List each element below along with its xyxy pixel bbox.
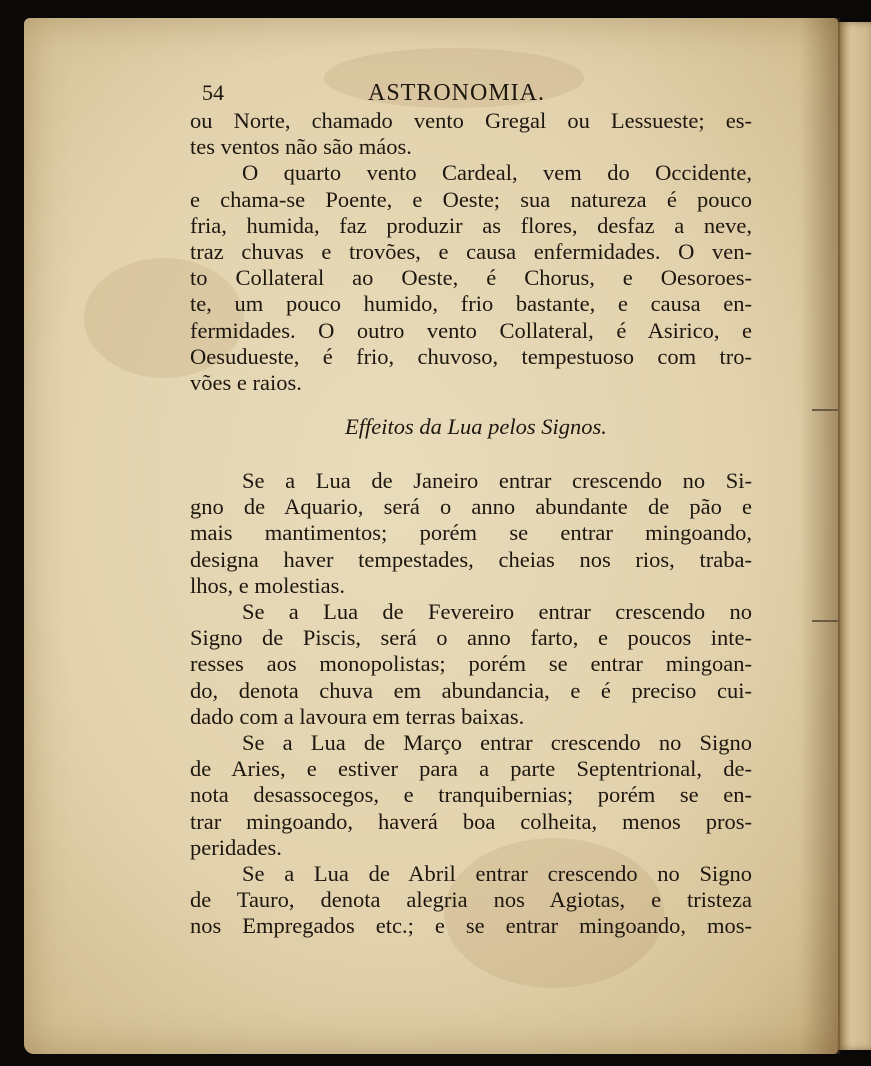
text-line: lhos, e molestias. xyxy=(190,572,345,598)
text-line: to Collateral ao Oeste, é Chorus, e Oesoroes- xyxy=(190,265,752,291)
paragraph xyxy=(190,861,752,940)
text-line: fria, humida, faz produzir as flores, desfaz a neve, xyxy=(190,212,752,238)
text-line: mais mantimentos; porém se entrar mingoando, xyxy=(190,520,752,546)
gutter-shadow xyxy=(800,18,840,1054)
text-line: de Tauro, denota alegria nos Agiotas, e tristeza xyxy=(190,887,752,913)
text-line: resses aos monopolistas; porém se entrar mingoan- xyxy=(190,651,752,677)
running-head xyxy=(190,78,752,108)
text-line: de Aries, e estiver para a parte Septentrional, de- xyxy=(190,756,752,782)
text-line: nos Empregados etc.; e se entrar mingoando, mos- xyxy=(190,913,752,939)
paragraph xyxy=(190,599,752,730)
text-line: e chama-se Poente, e Oeste; sua natureza é pouco xyxy=(190,186,752,212)
text-line: trar mingoando, haverá boa colheita, menos pros- xyxy=(190,808,752,834)
text-line: O quarto vento Cardeal, vem do Occidente, xyxy=(242,160,752,186)
text-line: do, denota chuva em abundancia, e é preciso cui- xyxy=(190,677,752,703)
text-line: dado com a lavoura em terras baixas. xyxy=(190,703,525,729)
paragraph xyxy=(190,160,752,396)
paragraph xyxy=(190,468,752,599)
text-line: Se a Lua de Abril entrar crescendo no Signo xyxy=(242,860,752,886)
text-line: Se a Lua de Janeiro entrar crescendo no Si- xyxy=(242,468,752,494)
margin-mark xyxy=(812,409,838,411)
paragraph xyxy=(190,108,752,160)
text-line: traz chuvas e trovões, e causa enfermidades. O ven- xyxy=(190,238,752,264)
text-line: designa haver tempestades, cheias nos rios, traba- xyxy=(190,546,752,572)
paragraph xyxy=(190,730,752,861)
section-heading: Effeitos da Lua pelos Signos. xyxy=(345,414,607,440)
text-line: Se a Lua de Março entrar crescendo no Signo xyxy=(242,729,752,755)
facing-page-edge xyxy=(838,22,871,1050)
text-line: Signo de Piscis, será o anno farto, e poucos inte- xyxy=(190,625,752,651)
text-line: ou Norte, chamado vento Gregal ou Lessueste; es- xyxy=(190,108,752,133)
text-line: Se a Lua de Fevereiro entrar crescendo no xyxy=(242,599,752,624)
text-line: fermidades. O outro vento Collateral, é Asirico, e xyxy=(190,317,752,343)
text-line: gno de Aquario, será o anno abundante de pão e xyxy=(190,494,752,520)
text-line: peridades. xyxy=(190,834,282,860)
text-line: tes ventos não são máos. xyxy=(190,134,412,160)
margin-mark xyxy=(812,620,838,622)
text-line: te, um pouco humido, frio bastante, e causa en- xyxy=(190,291,752,317)
running-title: ASTRONOMIA. xyxy=(368,80,546,106)
text-line: Oesudueste, é frio, chuvoso, tempestuoso com tro- xyxy=(190,343,752,369)
text-line: vões e raios. xyxy=(190,369,302,395)
page-text xyxy=(190,78,752,939)
page-number: 54 xyxy=(202,80,224,105)
text-line: nota desassocegos, e tranquibernias; porém se en- xyxy=(190,782,752,808)
